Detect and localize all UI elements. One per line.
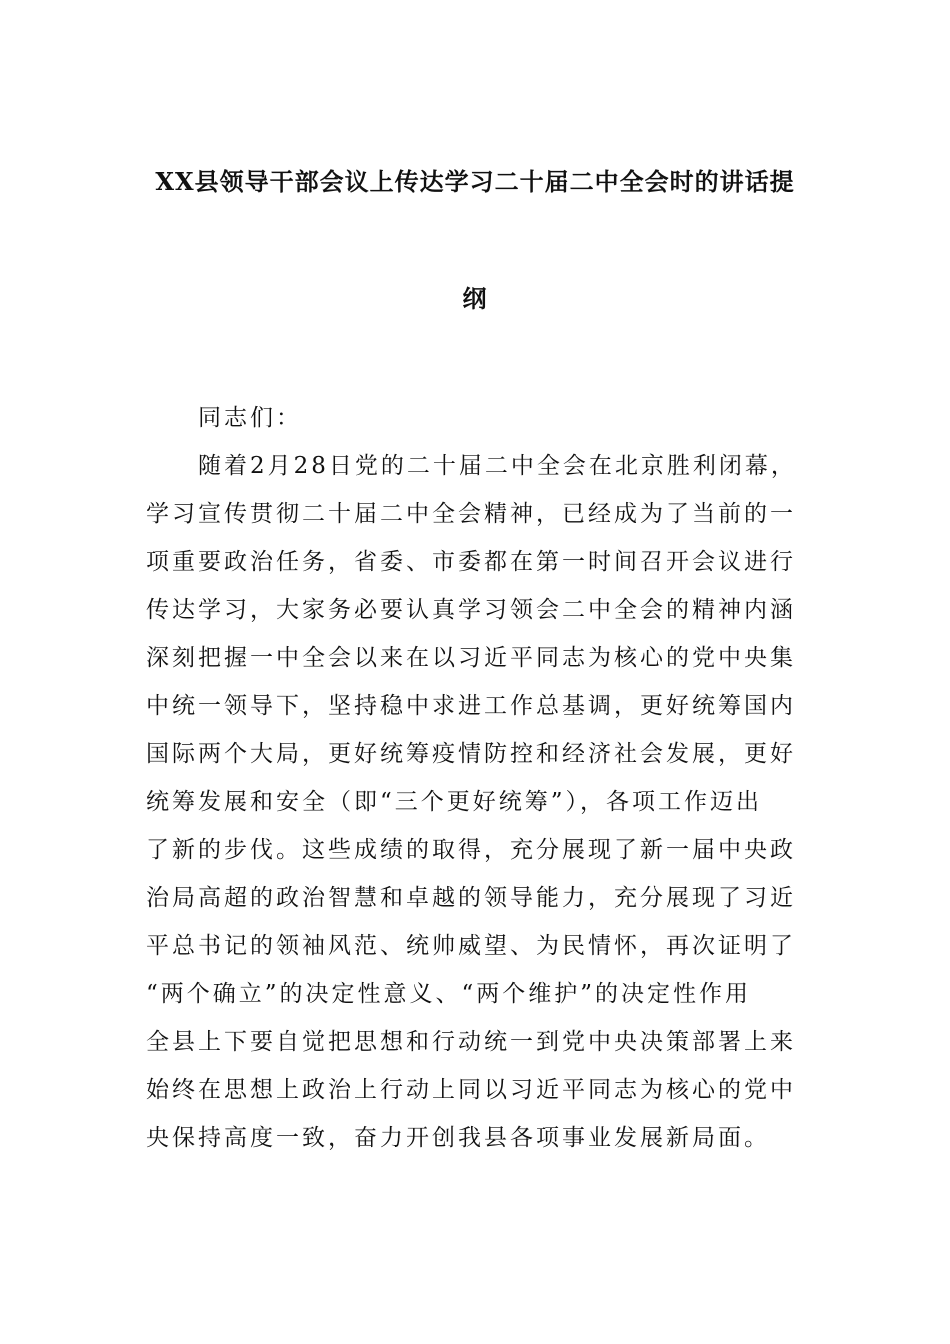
paragraph-line: “两个确立”的决定性意义、“两个维护”的决定性作用: [146, 981, 752, 1007]
paragraph-line: 了新的步伐。这些成绩的取得，充分展现了新一届中央政: [146, 837, 796, 863]
paragraph-line: 国际两个大局，更好统筹疫情防控和经济社会发展，更好: [146, 741, 796, 767]
body-paragraph: [146, 442, 806, 1162]
paragraph-line: 统筹发展和安全（即“三个更好统筹”），各项工作迈出: [146, 789, 763, 815]
paragraph-line: 深刻把握一中全会以来在以习近平同志为核心的党中央集: [146, 645, 796, 671]
paragraph-line: 全县上下要自觉把思想和行动统一到党中央决策部署上来: [146, 1029, 796, 1055]
salutation: 同志们：: [198, 405, 302, 431]
paragraph-line: 学习宣传贯彻二十届二中全会精神，已经成为了当前的一: [146, 501, 796, 527]
paragraph-line: 随着2月28日党的二十届二中全会在北京胜利闭幕，: [198, 453, 797, 479]
paragraph-line: 平总书记的领袖风范、统帅威望、为民情怀，再次证明了: [146, 933, 796, 959]
paragraph-line: 央保持高度一致，奋力开创我县各项事业发展新局面。: [146, 1125, 770, 1151]
paragraph-line: 中统一领导下，坚持稳中求进工作总基调，更好统筹国内: [146, 693, 796, 719]
document-title-line-2: 纲: [462, 284, 488, 313]
document-title-line-1: XX县领导干部会议上传达学习二十届二中全会时的讲话提: [155, 167, 795, 196]
paragraph-line: 项重要政治任务，省委、市委都在第一时间召开会议进行: [146, 549, 796, 575]
paragraph-line: 始终在思想上政治上行动上同以习近平同志为核心的党中: [146, 1077, 796, 1103]
paragraph-line: 治局高超的政治智慧和卓越的领导能力，充分展现了习近: [146, 885, 796, 911]
paragraph-line: 传达学习，大家务必要认真学习领会二中全会的精神内涵: [146, 597, 796, 623]
